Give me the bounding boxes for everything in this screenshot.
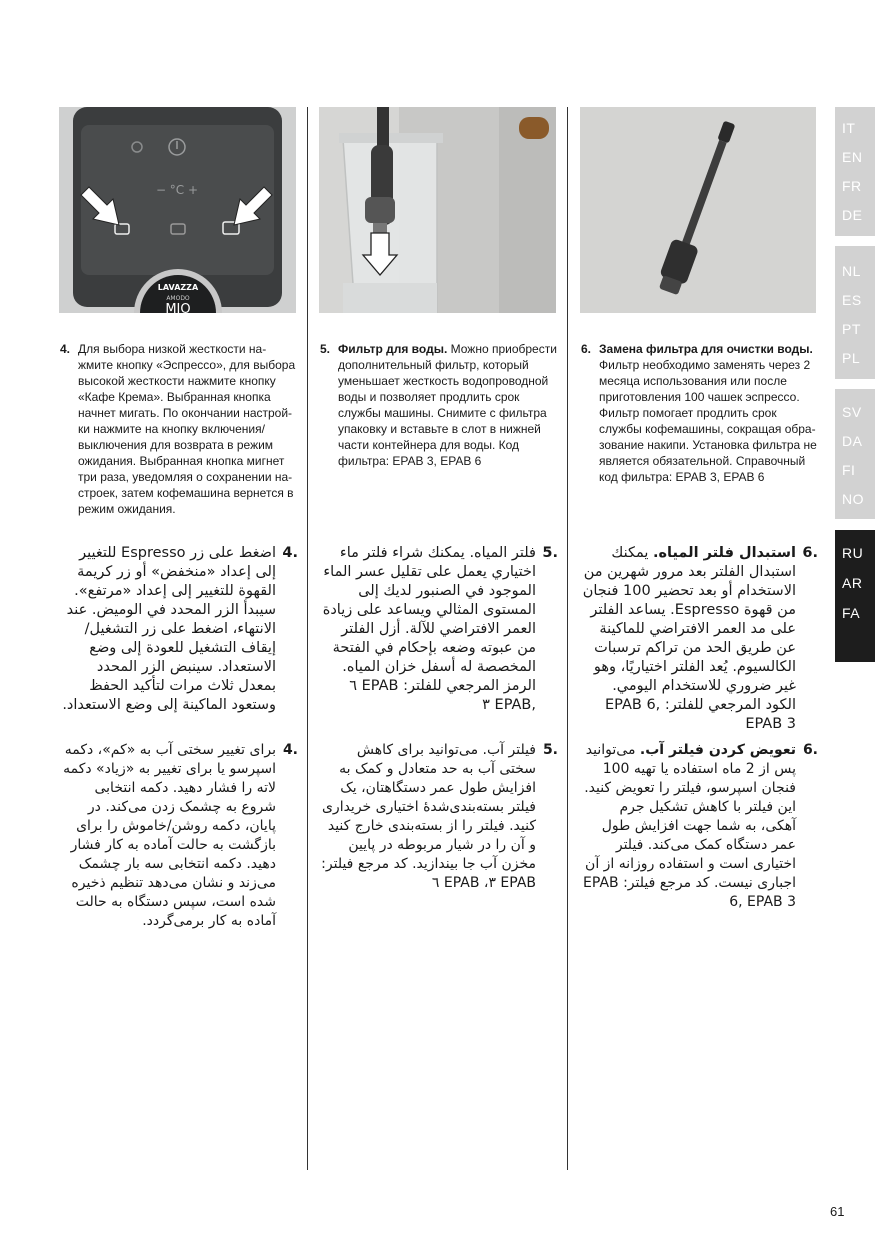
lang-it[interactable]: IT bbox=[842, 120, 856, 136]
page-number: 61 bbox=[830, 1204, 845, 1219]
ru-step-4 bbox=[60, 341, 300, 517]
step-number: 5. bbox=[320, 342, 331, 356]
step-number: 6. bbox=[581, 342, 592, 356]
step-title: Фильтр для воды. bbox=[338, 342, 448, 356]
lang-no[interactable]: NO bbox=[842, 491, 864, 507]
step-text: برای تغییر سختی آب به «کم»، دکمه اسپرسو یا برای تغییر به «زیاد» دکمه لاته را فشار دهید. دکمه انتخابی شروع به چشمک زدن می‌کند. در پایان، دکمه روشن/خاموش را برای بازگشت به حالت آماده به کار فشار دهید. دکمه انتخابی سه بار چشمک می‌زند و نشان می‌دهد تنظیم ذخیره شده است، سپس دستگاه به حالت آماده به کار برمی‌گردد. bbox=[63, 742, 276, 929]
lang-es[interactable]: ES bbox=[842, 292, 862, 308]
lang-fr[interactable]: FR bbox=[842, 178, 862, 194]
ar-step-6 bbox=[580, 544, 818, 734]
lang-fa[interactable]: FA bbox=[842, 605, 861, 621]
lang-da[interactable]: DA bbox=[842, 433, 863, 449]
lang-nl[interactable]: NL bbox=[842, 263, 861, 279]
fa-step-5 bbox=[320, 741, 558, 893]
lang-group-1 bbox=[835, 107, 875, 236]
water-tank-image bbox=[319, 107, 556, 313]
step-title: استبدال فلتر المياه. bbox=[652, 545, 796, 561]
column-divider-2 bbox=[567, 107, 568, 1170]
filter-image bbox=[580, 107, 816, 313]
step-title: Замена фильтра для очистки воды. bbox=[599, 342, 813, 356]
step-text: اضغط على زر Espresso للتغيير إلى إعداد «منخفض» أو زر كريمة القهوة للتغيير إلى إعداد «مرتفع». سيبدأ الزر المحدد في الوميض. عند الانتهاء، اضغط على زر التشغيل/إيقاف التشغيل للعودة إلى وضع الاستعداد. سينبض الزر المحدد بمعدل ثلاث مرات لتأكيد الحفظ وستعود الماكينة إلى وضع الاستعداد. bbox=[62, 545, 276, 713]
lang-group-4 bbox=[835, 530, 875, 662]
lang-pt[interactable]: PT bbox=[842, 321, 861, 337]
step-number: 4. bbox=[60, 342, 71, 356]
lang-group-3 bbox=[835, 389, 875, 519]
step-text: يمكنك استبدال الفلتر بعد مرور شهرين من الاستخدام أو بعد تحضير 100 فنجان من قهوة Espresso. يساعد الفلتر على مد العمر الافتراضي للماكينة عن طريق الحد من تراكم ترسبات الكالسيوم. يُعد الفلتر اختياريًا، وهو غير ضروري للاستخدام اليومي. الكود المرجعي للفلتر: EPAB 6, EPAB 3 bbox=[582, 545, 796, 732]
fa-step-6 bbox=[580, 741, 818, 912]
lang-ar[interactable]: AR bbox=[842, 575, 863, 591]
step-text: Можно приобрести дополнительный фильтр, который уменьшает жесткость водопроводной воды и позволяет продлить срок службы машины. Снимите с фильтра упаковку и вставьте в слот в нижней части контейнера для воды. Код фильтра: EPAB 3, EPAB 6 bbox=[338, 342, 557, 468]
lang-ru[interactable]: RU bbox=[842, 545, 864, 561]
step-text: Для выбора низкой жесткости на-жмите кнопку «Эспрессо», для выбора высокой жесткости нажмите кнопку «Кафе Крема». Выбранная кнопка начнет мигать. По окончании настрой-ки нажмите на кнопку включения/ выключения для возврата в режим ожидания. Выбранная кнопка мигнет три раза, уведомляя о сохранении на-строек, затем кофемашина вернется в режим ожидания. bbox=[78, 342, 296, 516]
amodo-text: AMODO bbox=[166, 295, 190, 302]
temp-label: − °C + bbox=[155, 183, 199, 197]
step-number: 6. bbox=[802, 545, 818, 561]
ru-step-5 bbox=[320, 341, 560, 469]
lang-en[interactable]: EN bbox=[842, 149, 863, 165]
lang-pl[interactable]: PL bbox=[842, 350, 861, 366]
step-text: Фильтр необходимо заменять через 2 месяца использования или после приготовления 100 чашек эспрессо. Фильтр помогает продлить срок службы кофемашины, сокращая обра-зование накипи. Установка фильтра не является обязательной. Справочный код фильтра: EPAB 3, EPAB 6 bbox=[599, 358, 817, 484]
step-number: 5. bbox=[542, 545, 558, 561]
fa-step-4 bbox=[60, 741, 298, 931]
step-number: 4. bbox=[282, 742, 298, 758]
control-panel-image bbox=[59, 107, 296, 313]
ar-step-4 bbox=[60, 544, 298, 715]
step-text: فلتر المياه. يمكنك شراء فلتر ماء اختياري يعمل على تقليل عسر الماء الموجود في الصنبور لديك إلى المستوى المثالي ويساعد على زيادة العمر الافتراضي للآلة. أزل الفلتر من عبوته وضعه بإحكام في الفتحة المخصصة له أسفل خزان المياه. الرمز المرجعي للفلتر: EPAB ٦ ,EPAB ٣ bbox=[322, 545, 536, 713]
lang-group-2 bbox=[835, 246, 875, 379]
lang-fi[interactable]: FI bbox=[842, 462, 856, 478]
column-divider-1 bbox=[307, 107, 308, 1170]
mio-text: MIO bbox=[165, 302, 191, 313]
lang-de[interactable]: DE bbox=[842, 207, 863, 223]
lang-sv[interactable]: SV bbox=[842, 404, 862, 420]
lavazza-logo: LAVAZZA bbox=[157, 283, 199, 292]
ar-step-5 bbox=[320, 544, 558, 715]
step-text: می‌توانید پس از 2 ماه استفاده یا تهیه 100 فنجان اسپرسو، فیلتر را تعویض کنید. این فیلتر با کاهش تشکیل جرم آهکی، به شما جهت افزایش طول عمر دستگاه کمک می‌کند. فیلتر اختیاری است و استفاده روزانه از آن اجباری نیست. کد مرجع فیلتر: EPAB 6, EPAB 3 bbox=[583, 742, 796, 910]
step-title: تعویض کردن فیلتر آب. bbox=[639, 742, 796, 758]
ru-step-6 bbox=[581, 341, 821, 485]
step-number: 5. bbox=[542, 742, 558, 758]
step-number: 4. bbox=[282, 545, 298, 561]
step-text: فیلتر آب. می‌توانید برای کاهش سختی آب به حد متعادل و کمک به افزایش طول عمر دستگاهتان، یک فیلتر بسته‌بندی‌شدهٔ اختیاری خریداری کنید. فیلتر را از بسته‌بندی خارج کنید و آن را در شیار مربوطه در پایین مخزن آب جا بیندازید. کد مرجع فیلتر: EPAB ٣، EPAB ٦ bbox=[321, 742, 536, 891]
step-number: 6. bbox=[802, 742, 818, 758]
